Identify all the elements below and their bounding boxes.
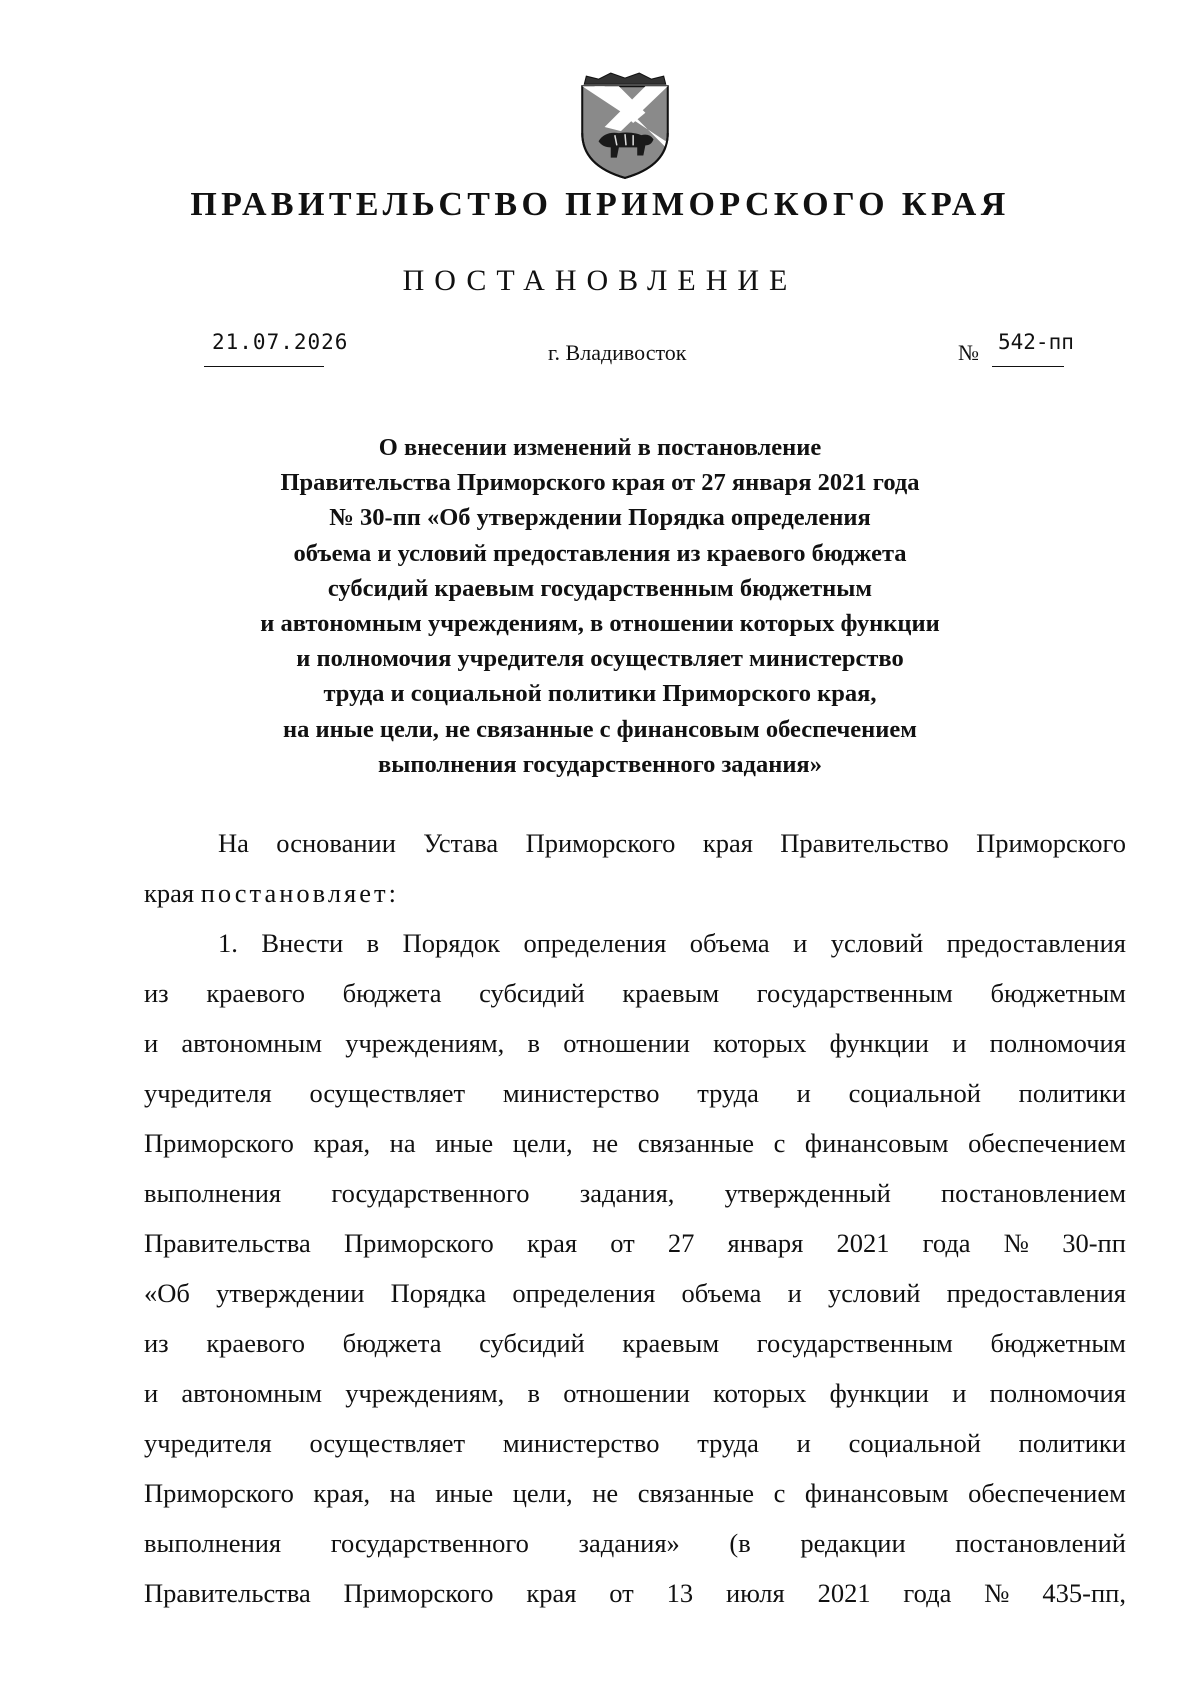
body-word: полномочия	[989, 1028, 1126, 1058]
body-word: из	[144, 978, 169, 1008]
subject-line: Правительства Приморского края от 27 января 2021 года	[280, 469, 920, 497]
body-word: политики	[1018, 1428, 1126, 1458]
body-word: субсидий	[479, 1328, 585, 1358]
body-word: постановлением	[940, 1178, 1126, 1208]
coat-of-arms-icon	[574, 70, 676, 182]
body-text-fragment: края	[144, 878, 195, 908]
body-line	[144, 1026, 1126, 1060]
document-type: ПОСТАНОВЛЕНИЕ	[402, 264, 798, 297]
decree-keyword: постановляет:	[200, 878, 399, 908]
body-word: государственного	[330, 1528, 529, 1558]
body-word: условий	[828, 1278, 921, 1308]
body-word: социальной	[848, 1428, 981, 1458]
body-word: и	[793, 928, 808, 958]
body-word: края	[526, 1578, 577, 1608]
body-word: 2021	[817, 1578, 871, 1608]
body-word: из	[144, 1328, 169, 1358]
government-title: ПРАВИТЕЛЬСТВО ПРИМОРСКОГО КРАЯ	[190, 186, 1010, 223]
number-sign: №	[958, 340, 979, 365]
body-word: Устава	[423, 828, 499, 858]
body-word: На	[218, 828, 249, 858]
body-word: (в	[729, 1528, 751, 1558]
body-word: выполнения	[144, 1178, 282, 1208]
subject-line: и автономным учреждениям, в отношении которых функции	[260, 610, 940, 638]
body-word: Приморского	[144, 1478, 294, 1508]
subject-line: труда и социальной политики Приморского края,	[323, 680, 877, 708]
body-word: учредителя	[144, 1428, 272, 1458]
body-word: №	[984, 1578, 1010, 1608]
subject-line: выполнения государственного задания»	[378, 750, 822, 778]
body-word: краевого	[206, 978, 306, 1008]
document-city: г. Владивосток	[548, 340, 687, 365]
body-word: «Об	[144, 1278, 190, 1308]
body-word: которых	[713, 1378, 807, 1408]
subject-line: объема и условий предоставления из краевого бюджета	[293, 539, 907, 567]
body-word: и	[144, 1378, 159, 1408]
body-word: труда	[697, 1428, 759, 1458]
body-word: которых	[713, 1028, 807, 1058]
body-word: учредителя	[144, 1078, 272, 1108]
body-word: финансовым	[804, 1128, 949, 1158]
body-word: в	[527, 1378, 541, 1408]
body-word: Приморского	[343, 1228, 494, 1258]
body-word: министерство	[502, 1078, 660, 1108]
body-word: полномочия	[989, 1378, 1126, 1408]
body-word: на	[389, 1128, 416, 1158]
body-word: краевым	[622, 978, 720, 1008]
body-word: Порядок	[402, 928, 500, 958]
body-line	[144, 1426, 1126, 1460]
body-line	[144, 926, 1126, 960]
body-word: не	[592, 1478, 619, 1508]
body-line	[144, 1226, 1126, 1260]
document-date: 21.07.2026	[212, 330, 349, 354]
body-word: выполнения	[144, 1528, 282, 1558]
body-word: предоставления	[946, 928, 1126, 958]
body-word: января	[727, 1228, 804, 1258]
body-word: автономным	[181, 1378, 322, 1408]
body-word: краевого	[206, 1328, 306, 1358]
body-word: государственным	[756, 978, 953, 1008]
body-word: с	[773, 1478, 786, 1508]
body-word: края,	[313, 1478, 371, 1508]
body-word: министерство	[502, 1428, 660, 1458]
body-word: июля	[725, 1578, 785, 1608]
body-word: и	[796, 1078, 811, 1108]
body-word: края,	[313, 1128, 371, 1158]
body-word: Правительства	[144, 1228, 311, 1258]
body-word: учреждениям,	[345, 1028, 505, 1058]
body-word: отношении	[563, 1028, 690, 1058]
body-word: 27	[667, 1228, 695, 1258]
body-word: государственного	[331, 1178, 530, 1208]
body-word: учреждениям,	[345, 1378, 505, 1408]
subject-line: на иные цели, не связанные с финансовым обеспечением	[283, 715, 917, 743]
body-word: в	[366, 928, 380, 958]
body-word: Порядка	[390, 1278, 487, 1308]
body-word: Правительства	[144, 1578, 311, 1608]
document-number: 542-пп	[998, 330, 1074, 354]
body-word: 435-пп,	[1042, 1578, 1126, 1608]
body-word: бюджета	[342, 1328, 442, 1358]
body-word: функции	[829, 1028, 929, 1058]
body-word: края	[702, 828, 753, 858]
body-line	[144, 1376, 1126, 1410]
subject-line: № 30-пп «Об утверждении Порядка определения	[329, 504, 871, 532]
body-word: Приморского	[343, 1578, 494, 1608]
body-line	[144, 1526, 1126, 1560]
body-word: бюджетным	[990, 978, 1126, 1008]
body-word: и	[796, 1428, 811, 1458]
body-word: цели,	[512, 1478, 573, 1508]
body-word: редакции	[800, 1528, 906, 1558]
body-word: края	[526, 1228, 578, 1258]
body-word: 1.	[218, 928, 238, 958]
body-word: Внести	[261, 928, 344, 958]
body-word: с	[773, 1128, 786, 1158]
body-word: на	[389, 1478, 416, 1508]
body-line	[144, 976, 1126, 1010]
body-word: отношении	[563, 1378, 690, 1408]
body-word: осуществляет	[309, 1078, 466, 1108]
body-word: финансовым	[804, 1478, 949, 1508]
body-line	[144, 1076, 1126, 1110]
body-word: функции	[829, 1378, 929, 1408]
body-word: №	[1003, 1228, 1030, 1258]
body-word: государственным	[756, 1328, 953, 1358]
body-word: 30-пп	[1062, 1228, 1126, 1258]
body-word: объема	[681, 1278, 762, 1308]
subject-line: и полномочия учредителя осуществляет министерство	[296, 645, 904, 673]
body-word: задания»	[578, 1528, 680, 1558]
body-word: бюджета	[342, 978, 442, 1008]
body-word: в	[527, 1028, 541, 1058]
body-word: года	[922, 1228, 971, 1258]
body-word: года	[903, 1578, 952, 1608]
subject-line: субсидий краевым государственным бюджетным	[327, 574, 873, 602]
body-word: от	[609, 1578, 634, 1608]
body-line	[144, 1326, 1126, 1360]
body-word: постановлений	[955, 1528, 1126, 1558]
body-word: связанные	[637, 1128, 755, 1158]
number-underline	[992, 366, 1064, 367]
body-word: и	[952, 1378, 967, 1408]
body-word: Правительство	[780, 828, 949, 858]
body-word: и	[952, 1028, 967, 1058]
coat-of-arms-emblem	[574, 70, 676, 182]
body-line	[144, 1176, 1126, 1210]
body-word: условий	[830, 928, 924, 958]
body-word: Приморского	[976, 828, 1126, 858]
body-word: и	[144, 1028, 159, 1058]
body-line	[144, 1126, 1126, 1160]
body-word: 13	[666, 1578, 694, 1608]
body-word: краевым	[622, 1328, 720, 1358]
body-line	[144, 876, 1126, 910]
document-subject	[150, 430, 1050, 782]
body-word: основании	[276, 828, 396, 858]
body-word: определения	[523, 928, 667, 958]
body-word: определения	[512, 1278, 656, 1308]
body-word: цели,	[512, 1128, 573, 1158]
body-word: иные	[435, 1128, 494, 1158]
body-word: не	[592, 1128, 619, 1158]
body-word: политики	[1018, 1078, 1126, 1108]
body-line	[144, 1276, 1126, 1310]
body-word: осуществляет	[309, 1428, 466, 1458]
body-word: субсидий	[479, 978, 585, 1008]
body-word: Приморского	[525, 828, 676, 858]
body-word: предоставления	[946, 1278, 1126, 1308]
subject-line: О внесении изменений в постановление	[378, 434, 822, 461]
body-line	[144, 826, 1126, 860]
body-word: автономным	[181, 1028, 322, 1058]
body-word: задания,	[579, 1178, 675, 1208]
date-underline	[204, 366, 324, 367]
body-word: социальной	[848, 1078, 981, 1108]
body-word: Приморского	[144, 1128, 294, 1158]
body-word: обеспечением	[968, 1128, 1126, 1158]
body-word: бюджетным	[990, 1328, 1126, 1358]
body-word: и	[787, 1278, 802, 1308]
body-word: иные	[435, 1478, 494, 1508]
body-word: утверждении	[216, 1278, 365, 1308]
body-word: связанные	[637, 1478, 755, 1508]
body-word: труда	[697, 1078, 759, 1108]
body-word: 2021	[836, 1228, 890, 1258]
body-word: от	[610, 1228, 635, 1258]
body-line	[144, 1476, 1126, 1510]
body-word: обеспечением	[968, 1478, 1126, 1508]
body-line	[144, 1576, 1126, 1610]
body-word: объема	[689, 928, 770, 958]
body-word: утвержденный	[724, 1178, 891, 1208]
